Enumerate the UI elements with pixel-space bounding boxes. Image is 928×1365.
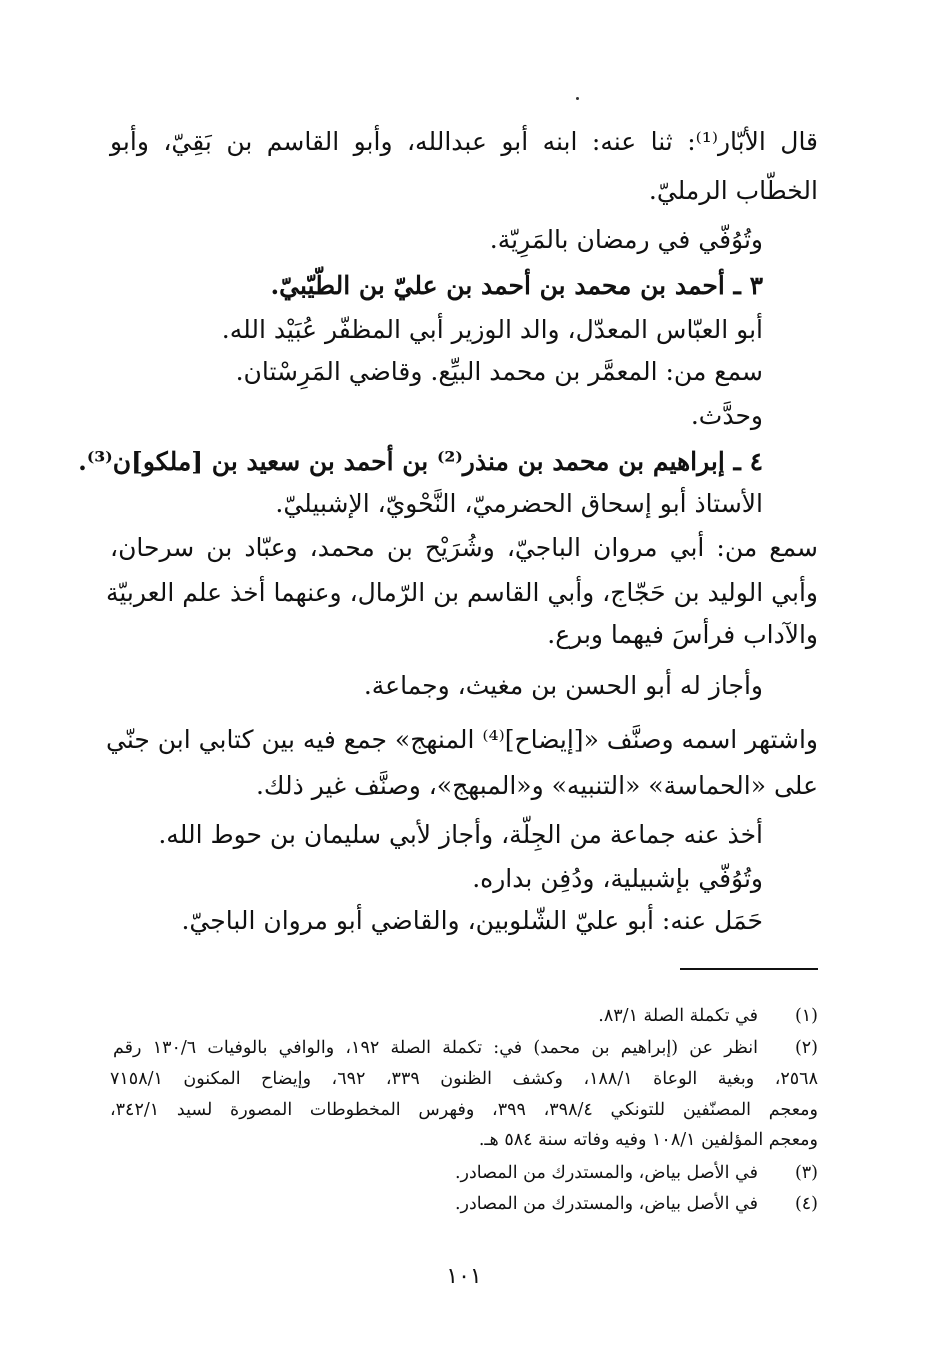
entry-3-line-3: وحدَّث. [690,401,763,430]
entry-4-death-line: وتُوُفّي بإشبيلية، ودُفِن بداره. [472,864,763,893]
footnote-text: ومعجم المؤلفين ١٠٨/١ وفيه وفاته سنة ٥٨٤ هـ. [478,1130,818,1150]
footnote-text: في الأصل بياض، والمستدرك من المصادر. [454,1194,758,1214]
entry-4-works-line-2: على «الحماسة» «التنبيه» و«المبهج»، وصنَّف غير ذلك. [255,771,818,800]
entry-4-sama-line-1: سمع من: أبي مروان الباجيّ، وشُرَيْح بن محمد، وعبّاد بن سرحان، [110,533,818,562]
footnote-number: (١) [794,1006,818,1026]
footnote-text: في تكملة الصلة ٨٣/١. [598,1006,758,1026]
entry-4-sama-line-2: وأبي الوليد بن حَجّاج، وأبي القاسم بن الرّمال، وعنهما أخذ علم العربيّة [105,578,818,607]
ink-dot [576,97,579,100]
footnote-text: ٢٥٦٨، وبغية الوعاة ١٨٨/١، وكشف الظنون ٣٣٩، ٦٩٢، وإيضاح المكنون ٧١٥٨/١ [110,1069,818,1089]
entry-3-line-1: أبو العبّاس المعدّل، والد الوزير أبي المظفّر عُبَيْد الله. [221,315,763,344]
footnote-text: ومعجم المصنّفين للتونكي ٣٩٨/٤، ٣٩٩، وفهرس المخطوطات المصورة لسيد ٣٤٢/١، [110,1100,818,1120]
entry-4-students-line: أخذ عنه جماعة من الجِلّة، وأجاز لأبي سليمان بن حوط الله. [158,820,763,849]
footnote-text: في الأصل بياض، والمستدرك من المصادر. [454,1163,758,1183]
footnote-number: (٤) [794,1194,818,1214]
body-line-1: قال الأبّار⁽¹⁾: ثنا عنه: ابنه أبو عبدالله، وأبو القاسم بن بَقِيّ، وأبو [110,127,819,156]
entry-4-works-line-1: واشتهر اسمه وصنَّف «[إيضاح]⁽⁴⁾ المنهج» جمع فيه بين كتابي ابن جنّي [105,725,818,754]
body-line-2: الخطّاب الرمليّ. [648,176,818,205]
entry-3-heading: ٣ ـ أحمد بن محمد بن أحمد بن عليّ بن الطّيّبيّ. [270,271,763,300]
footnote-separator [680,968,818,970]
page-number: ١٠١ [446,1264,482,1289]
entry-4-line-1: الأستاذ أبو إسحاق الحضرميّ، النَّحْويّ، الإشبيليّ. [275,489,763,518]
entry-4-ijaza-line: وأجاز له أبو الحسن بن مغيث، وجماعة. [363,671,763,700]
footnote-text: انظر عن (إبراهيم بن محمد) في: تكملة الصلة ١٩٢، والوافي بالوفيات ١٣٠/٦ رقم [113,1038,758,1058]
footnote-number: (٣) [794,1163,818,1183]
entry-4-heading: ٤ ـ إبراهيم بن محمد بن منذر⁽²⁾ بن أحمد بن سعيد بن [ملكو]ن⁽³⁾. [78,447,763,476]
footnote-number: (٢) [794,1038,818,1058]
entry-4-sama-line-3: والآداب فرأسَ فيهما وبرع. [547,620,818,649]
entry-3-line-2: سمع من: المعمَّر بن محمد البيِّع. وقاضي المَرِسْتان. [235,357,763,386]
death-note-line: وتُوُفّي في رمضان بالمَرِيّة. [489,225,763,254]
entry-4-transmitters-line: حَمَل عنه: أبو عليّ الشّلوبين، والقاضي أبو مروان الباجيّ. [181,906,763,935]
